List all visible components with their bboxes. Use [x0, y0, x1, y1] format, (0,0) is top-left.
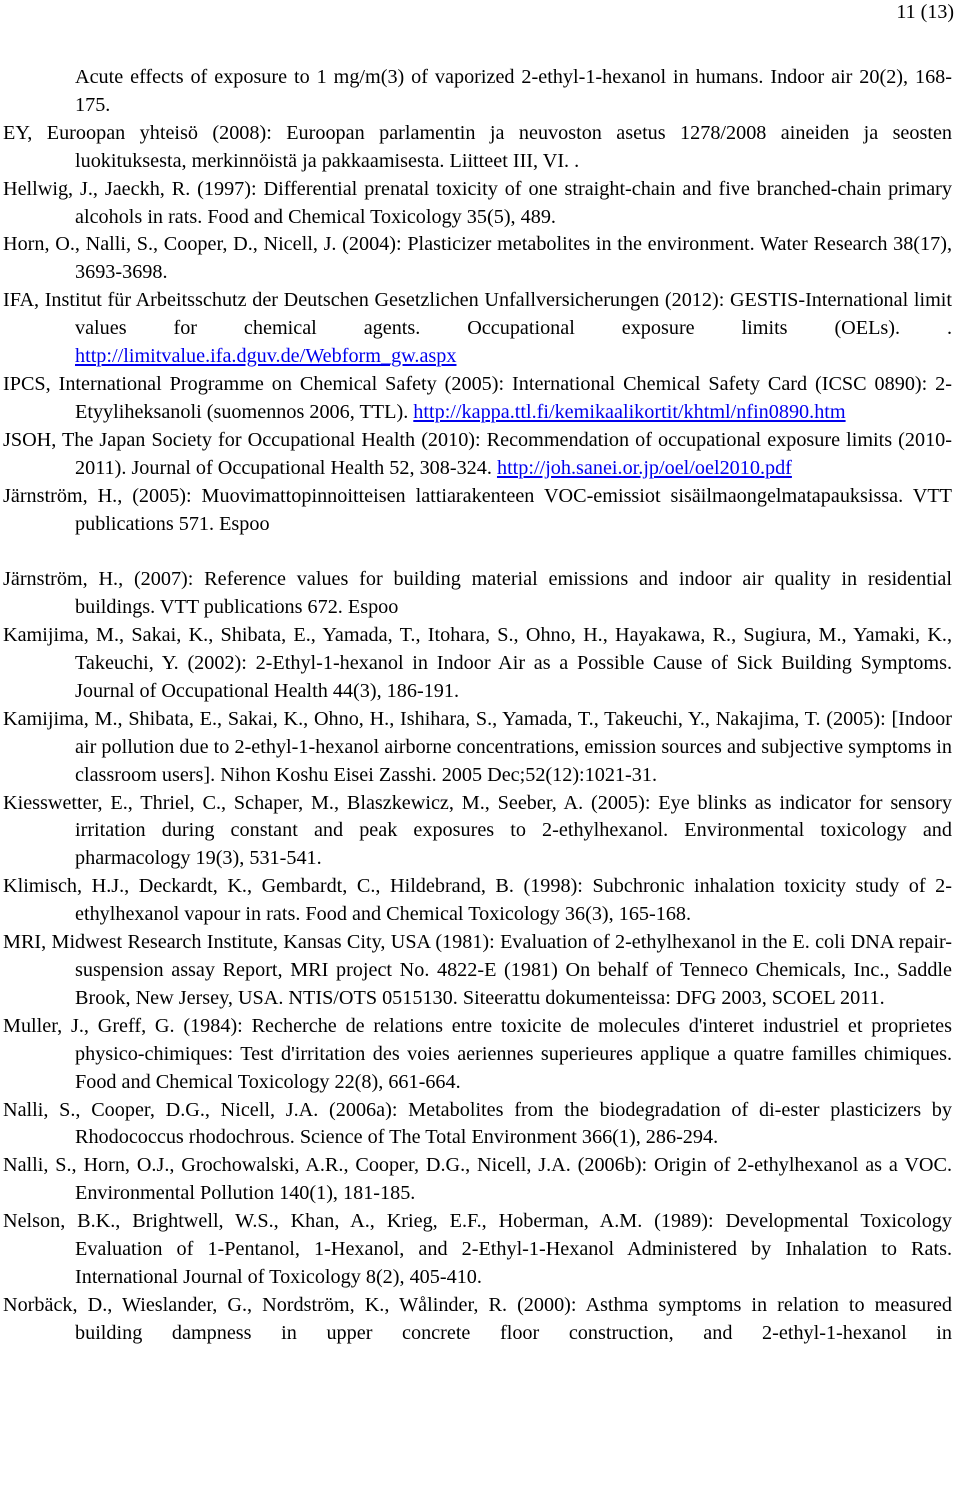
- reference-text: JSOH, The Japan Society for Occupational Health (2010): Recommendation of occupational exposure limits (2010-2011). Journal of Occupational Health 52, 308-324.: [3, 428, 952, 479]
- reference-text: Horn, O., Nalli, S., Cooper, D., Nicell, J. (2004): Plasticizer metabolites in the environment. Water Research 38(17), 3693-3698.: [3, 233, 952, 284]
- reference-text: Järnström, H., (2007): Reference values for building material emissions and indoor air quality in residential buildings. VTT publications 672. Espoo: [3, 568, 952, 619]
- reference-link[interactable]: http://limitvalue.ifa.dguv.de/Webform_gw.aspx: [75, 345, 457, 368]
- reference-entry: [3, 790, 952, 874]
- reference-text: Klimisch, H.J., Deckardt, K., Gembardt, C., Hildebrand, B. (1998): Subchronic inhalation toxicity study of 2-ethylhexanol vapour in rats. Food and Chemical Toxicology 36(3), 165-168.: [3, 875, 952, 926]
- reference-text: EY, Euroopan yhteisö (2008): Euroopan parlamentin ja neuvoston asetus 1278/2008 aineiden ja seosten luokituksesta, merkinnöistä ja pakkaamisesta. Liitteet III, VI. .: [3, 121, 952, 172]
- reference-text: Kamijima, M., Sakai, K., Shibata, E., Yamada, T., Itohara, S., Ohno, H., Hayakawa, R., Sugiura, M., Yamaki, K., Takeuchi, Y. (2002): 2-Ethyl-1-hexanol in Indoor Air as a Possible Cause of Sick Building Symptoms. Journal of Occupational Health 44(3), 186-191.: [3, 624, 952, 702]
- reference-text: Hellwig, J., Jaeckh, R. (1997): Differential prenatal toxicity of one straight-chain and five branched-chain primary alcohols in rats. Food and Chemical Toxicology 35(5), 489.: [3, 177, 952, 228]
- reference-entry: [3, 1292, 952, 1348]
- reference-entry: [3, 120, 952, 176]
- reference-entry: [3, 706, 952, 790]
- reference-entry: [3, 622, 952, 706]
- reference-entry: [3, 483, 952, 539]
- reference-link[interactable]: http://kappa.ttl.fi/kemikaalikortit/khtml/nfin0890.htm: [413, 400, 846, 423]
- reference-text: Järnström, H., (2005): Muovimattopinnoitteisen lattiarakenteen VOC-emissiot sisäilmaongelmatapauksissa. VTT publications 571. Espoo: [3, 484, 952, 535]
- reference-link[interactable]: http://joh.sanei.or.jp/oel/oel2010.pdf: [496, 456, 792, 479]
- reference-entry: [3, 929, 952, 1013]
- reference-entry: [3, 64, 952, 120]
- reference-entry: [3, 873, 952, 929]
- reference-entry: [3, 371, 952, 427]
- reference-entry: [3, 1208, 952, 1292]
- reference-entry: [3, 287, 952, 371]
- reference-text: Kiesswetter, E., Thriel, C., Schaper, M., Blaszkewicz, M., Seeber, A. (2005): Eye blinks as indicator for sensory irritation during constant and peak exposures to 2-ethylhexanol. Environmental toxicology and pharmacology 19(3), 531-541.: [3, 791, 952, 870]
- reference-text: Nelson, B.K., Brightwell, W.S., Khan, A., Krieg, E.F., Hoberman, A.M. (1989): Developmental Toxicology Evaluation of 1-Pentanol, 1-Hexanol, and 2-Ethyl-1-Hexanol Administered by Inhalation to Rats. International Journal of Toxicology 8(2), 405-410.: [3, 1210, 952, 1288]
- reference-entry: [3, 427, 952, 483]
- reference-text: IPCS, International Programme on Chemical Safety (2005): International Chemical Safety Card (ICSC 0890): 2-Etyyliheksanoli (suomennos 2006, TTL).: [3, 372, 952, 423]
- reference-text: Kamijima, M., Shibata, E., Sakai, K., Ohno, H., Ishihara, S., Yamada, T., Takeuchi, Y., Nakajima, T. (2005): [Indoor air pollution due to 2-ethyl-1-hexanol airborne concentrations, emission sources and subjective symptoms in classroom users]. Nihon Koshu Eisei Zasshi. 2005 Dec;52(12):1021-31.: [3, 707, 952, 786]
- reference-text: Acute effects of exposure to 1 mg/m(3) of vaporized 2-ethyl-1-hexanol in humans. Indoor air 20(2), 168-175.: [75, 66, 952, 116]
- reference-entry: [3, 176, 952, 232]
- reference-text: Nalli, S., Cooper, D.G., Nicell, J.A. (2006a): Metabolites from the biodegradation of di-ester plasticizers by Rhodococcus rhodochrous. Science of The Total Environment 366(1), 286-294.: [3, 1098, 952, 1149]
- reference-text: Muller, J., Greff, G. (1984): Recherche de relations entre toxicite de molecules d'interet industriel et proprietes physico-chimiques: Test d'irritation des voies aeriennes superieures applique a quatre familles chimiques. Food and Chemical Toxicology 22(8), 661-664.: [3, 1014, 952, 1093]
- reference-list: [3, 64, 952, 1348]
- page-number: 11 (13): [896, 1, 954, 23]
- reference-text: Norbäck, D., Wieslander, G., Nordström, K., Wålinder, R. (2000): Asthma symptoms in relation to measured building dampness in upper concrete floor construction, and 2-ethyl-1-hexanol in: [3, 1293, 952, 1344]
- reference-entry: [3, 1152, 952, 1208]
- reference-text: MRI, Midwest Research Institute, Kansas City, USA (1981): Evaluation of 2-ethylhexanol in the E. coli DNA repair-suspension assay Report, MRI project No. 4822-E (1981) On behalf of Tenneco Chemicals, Inc., Saddle Brook, New Jersey, USA. NTIS/OTS 0515130. Siteerattu dokumenteissa: DFG 2003, SCOEL 2011.: [3, 931, 952, 1009]
- reference-entry: [3, 566, 952, 622]
- reference-entry: [3, 1097, 952, 1153]
- reference-text: Nalli, S., Horn, O.J., Grochowalski, A.R., Cooper, D.G., Nicell, J.A. (2006b): Origin of 2-ethylhexanol as a VOC. Environmental Pollution 140(1), 181-185.: [3, 1154, 952, 1205]
- reference-text: IFA, Institut für Arbeitsschutz der Deutschen Gesetzlichen Unfallversicherungen (2012): GESTIS-International limit values for chemical agents. Occupational exposure limits (OELs). .: [3, 289, 952, 340]
- reference-entry: [3, 231, 952, 287]
- reference-entry: [3, 1013, 952, 1097]
